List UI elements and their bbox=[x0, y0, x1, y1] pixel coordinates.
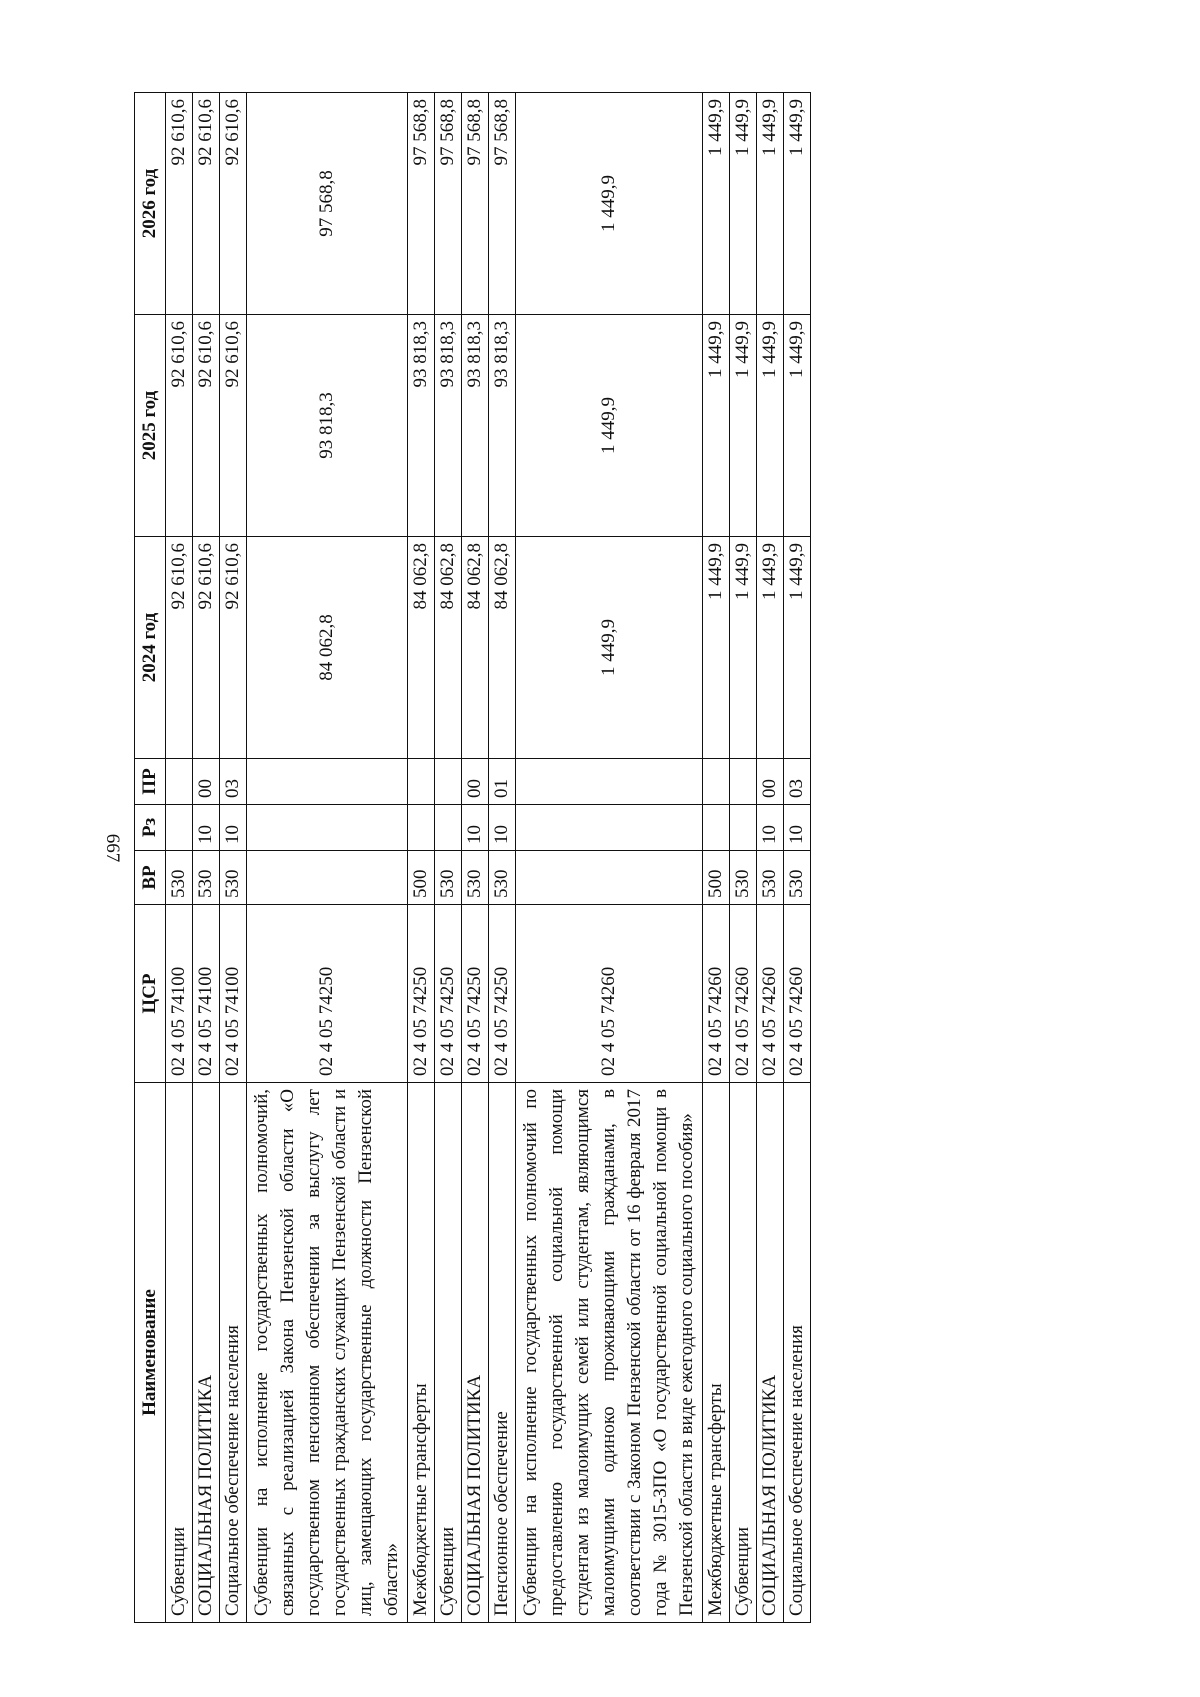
cell-2025: 1 449,9 bbox=[784, 315, 811, 537]
cell-vr: 530 bbox=[462, 851, 489, 905]
table-row bbox=[220, 93, 247, 1623]
cell-2025: 1 449,9 bbox=[516, 315, 703, 537]
cell-2025: 92 610,6 bbox=[166, 315, 193, 537]
cell-2026: 92 610,6 bbox=[220, 93, 247, 315]
cell-2025: 93 818,3 bbox=[462, 315, 489, 537]
cell-2025: 93 818,3 bbox=[435, 315, 462, 537]
cell-pr bbox=[516, 759, 703, 805]
header-2024: 2024 год bbox=[135, 537, 166, 759]
cell-2025: 93 818,3 bbox=[408, 315, 435, 537]
cell-vr: 530 bbox=[489, 851, 516, 905]
cell-2024: 84 062,8 bbox=[462, 537, 489, 759]
cell-csr: 02 4 05 74260 bbox=[757, 905, 784, 1083]
cell-2024: 1 449,9 bbox=[757, 537, 784, 759]
cell-csr: 02 4 05 74100 bbox=[166, 905, 193, 1083]
cell-pr: 00 bbox=[462, 759, 489, 805]
cell-2024: 1 449,9 bbox=[703, 537, 730, 759]
cell-vr bbox=[247, 851, 408, 905]
cell-rz: 10 bbox=[462, 805, 489, 851]
cell-rz bbox=[247, 805, 408, 851]
table-row bbox=[489, 93, 516, 1623]
cell-csr: 02 4 05 74250 bbox=[408, 905, 435, 1083]
header-2026: 2026 год bbox=[135, 93, 166, 315]
cell-csr: 02 4 05 74260 bbox=[516, 905, 703, 1083]
cell-name: Социальное обеспечение населения bbox=[220, 1083, 247, 1623]
cell-vr: 530 bbox=[784, 851, 811, 905]
cell-csr: 02 4 05 74100 bbox=[193, 905, 220, 1083]
table-row bbox=[166, 93, 193, 1623]
cell-vr: 530 bbox=[193, 851, 220, 905]
table-row bbox=[462, 93, 489, 1623]
header-vr: ВР bbox=[135, 851, 166, 905]
cell-name: Субвенции bbox=[166, 1083, 193, 1623]
cell-2024: 1 449,9 bbox=[730, 537, 757, 759]
cell-rz bbox=[703, 805, 730, 851]
cell-2025: 93 818,3 bbox=[247, 315, 408, 537]
cell-2026: 97 568,8 bbox=[489, 93, 516, 315]
cell-rz: 10 bbox=[489, 805, 516, 851]
cell-rz: 10 bbox=[193, 805, 220, 851]
cell-name: СОЦИАЛЬНАЯ ПОЛИТИКА bbox=[462, 1083, 489, 1623]
cell-csr: 02 4 05 74250 bbox=[489, 905, 516, 1083]
cell-2026: 1 449,9 bbox=[703, 93, 730, 315]
cell-vr: 530 bbox=[166, 851, 193, 905]
cell-2026: 97 568,8 bbox=[462, 93, 489, 315]
cell-2025: 1 449,9 bbox=[757, 315, 784, 537]
cell-name: Пенсионное обеспечение bbox=[489, 1083, 516, 1623]
cell-pr bbox=[730, 759, 757, 805]
cell-2026: 97 568,8 bbox=[435, 93, 462, 315]
header-rz: Рз bbox=[135, 805, 166, 851]
table-row bbox=[408, 93, 435, 1623]
cell-vr: 530 bbox=[435, 851, 462, 905]
cell-2026: 92 610,6 bbox=[193, 93, 220, 315]
cell-rz bbox=[730, 805, 757, 851]
cell-vr: 530 bbox=[730, 851, 757, 905]
header-csr: ЦСР bbox=[135, 905, 166, 1083]
cell-pr: 03 bbox=[784, 759, 811, 805]
cell-name: Субвенции bbox=[435, 1083, 462, 1623]
cell-2025: 1 449,9 bbox=[730, 315, 757, 537]
table-row bbox=[757, 93, 784, 1623]
rotated-table-container bbox=[134, 93, 884, 1623]
header-2025: 2025 год bbox=[135, 315, 166, 537]
cell-pr bbox=[166, 759, 193, 805]
cell-2026: 1 449,9 bbox=[730, 93, 757, 315]
cell-name: Межбюджетные трансферты bbox=[408, 1083, 435, 1623]
cell-2024: 92 610,6 bbox=[193, 537, 220, 759]
cell-name: Субвенции bbox=[730, 1083, 757, 1623]
cell-pr bbox=[247, 759, 408, 805]
header-name: Наименование bbox=[135, 1083, 166, 1623]
cell-2024: 92 610,6 bbox=[166, 537, 193, 759]
cell-rz bbox=[166, 805, 193, 851]
page-number: 667 bbox=[102, 833, 123, 863]
table-row bbox=[435, 93, 462, 1623]
cell-name: Субвенции на исполнение государственных полномочий по предоставлению государственной социальной помощи студентам из малоимущих семей или студентам, являющимся малоимущими одиноко проживающими гражданами, в соответствии с Законом Пензенской области от 16 февраля 2017 года № 3015-ЗПО «О государственной социальной помощи в Пензенской области в виде ежегодного социального пособия» bbox=[516, 1083, 703, 1623]
cell-name: СОЦИАЛЬНАЯ ПОЛИТИКА bbox=[757, 1083, 784, 1623]
cell-csr: 02 4 05 74260 bbox=[784, 905, 811, 1083]
table-row bbox=[516, 93, 703, 1623]
cell-pr bbox=[408, 759, 435, 805]
budget-table bbox=[134, 92, 811, 1623]
cell-vr: 530 bbox=[757, 851, 784, 905]
cell-vr: 500 bbox=[408, 851, 435, 905]
cell-rz bbox=[435, 805, 462, 851]
cell-2025: 92 610,6 bbox=[193, 315, 220, 537]
cell-2024: 84 062,8 bbox=[247, 537, 408, 759]
cell-2025: 1 449,9 bbox=[703, 315, 730, 537]
cell-csr: 02 4 05 74250 bbox=[462, 905, 489, 1083]
cell-rz bbox=[408, 805, 435, 851]
table-row bbox=[193, 93, 220, 1623]
cell-csr: 02 4 05 74100 bbox=[220, 905, 247, 1083]
cell-rz bbox=[516, 805, 703, 851]
cell-2024: 84 062,8 bbox=[408, 537, 435, 759]
cell-2024: 92 610,6 bbox=[220, 537, 247, 759]
cell-rz: 10 bbox=[220, 805, 247, 851]
table-row bbox=[730, 93, 757, 1623]
cell-name: Субвенции на исполнение государственных полномочий, связанных с реализацией Закона Пензенской области «О государственном пенсионном обеспечении за выслугу лет государственных гражданских служащих Пензенской области и лиц, замещающих государственные должности Пензенской области» bbox=[247, 1083, 408, 1623]
cell-pr: 01 bbox=[489, 759, 516, 805]
cell-2025: 92 610,6 bbox=[220, 315, 247, 537]
table-row bbox=[703, 93, 730, 1623]
cell-2026: 1 449,9 bbox=[784, 93, 811, 315]
cell-name: Социальное обеспечение населения bbox=[784, 1083, 811, 1623]
cell-csr: 02 4 05 74250 bbox=[247, 905, 408, 1083]
cell-csr: 02 4 05 74250 bbox=[435, 905, 462, 1083]
cell-2024: 84 062,8 bbox=[489, 537, 516, 759]
table-header-row bbox=[135, 93, 166, 1623]
cell-vr: 500 bbox=[703, 851, 730, 905]
cell-rz: 10 bbox=[757, 805, 784, 851]
header-pr: ПР bbox=[135, 759, 166, 805]
cell-rz: 10 bbox=[784, 805, 811, 851]
cell-csr: 02 4 05 74260 bbox=[730, 905, 757, 1083]
cell-pr: 03 bbox=[220, 759, 247, 805]
cell-2024: 1 449,9 bbox=[516, 537, 703, 759]
cell-2026: 1 449,9 bbox=[757, 93, 784, 315]
cell-2026: 1 449,9 bbox=[516, 93, 703, 315]
cell-2026: 97 568,8 bbox=[247, 93, 408, 315]
cell-pr bbox=[435, 759, 462, 805]
table-row bbox=[784, 93, 811, 1623]
cell-2024: 84 062,8 bbox=[435, 537, 462, 759]
cell-pr: 00 bbox=[757, 759, 784, 805]
cell-2024: 1 449,9 bbox=[784, 537, 811, 759]
cell-name: Межбюджетные трансферты bbox=[703, 1083, 730, 1623]
cell-2026: 97 568,8 bbox=[408, 93, 435, 315]
cell-vr: 530 bbox=[220, 851, 247, 905]
cell-pr bbox=[703, 759, 730, 805]
cell-csr: 02 4 05 74260 bbox=[703, 905, 730, 1083]
cell-2026: 92 610,6 bbox=[166, 93, 193, 315]
table-row bbox=[247, 93, 408, 1623]
cell-name: СОЦИАЛЬНАЯ ПОЛИТИКА bbox=[193, 1083, 220, 1623]
cell-vr bbox=[516, 851, 703, 905]
cell-2025: 93 818,3 bbox=[489, 315, 516, 537]
cell-pr: 00 bbox=[193, 759, 220, 805]
